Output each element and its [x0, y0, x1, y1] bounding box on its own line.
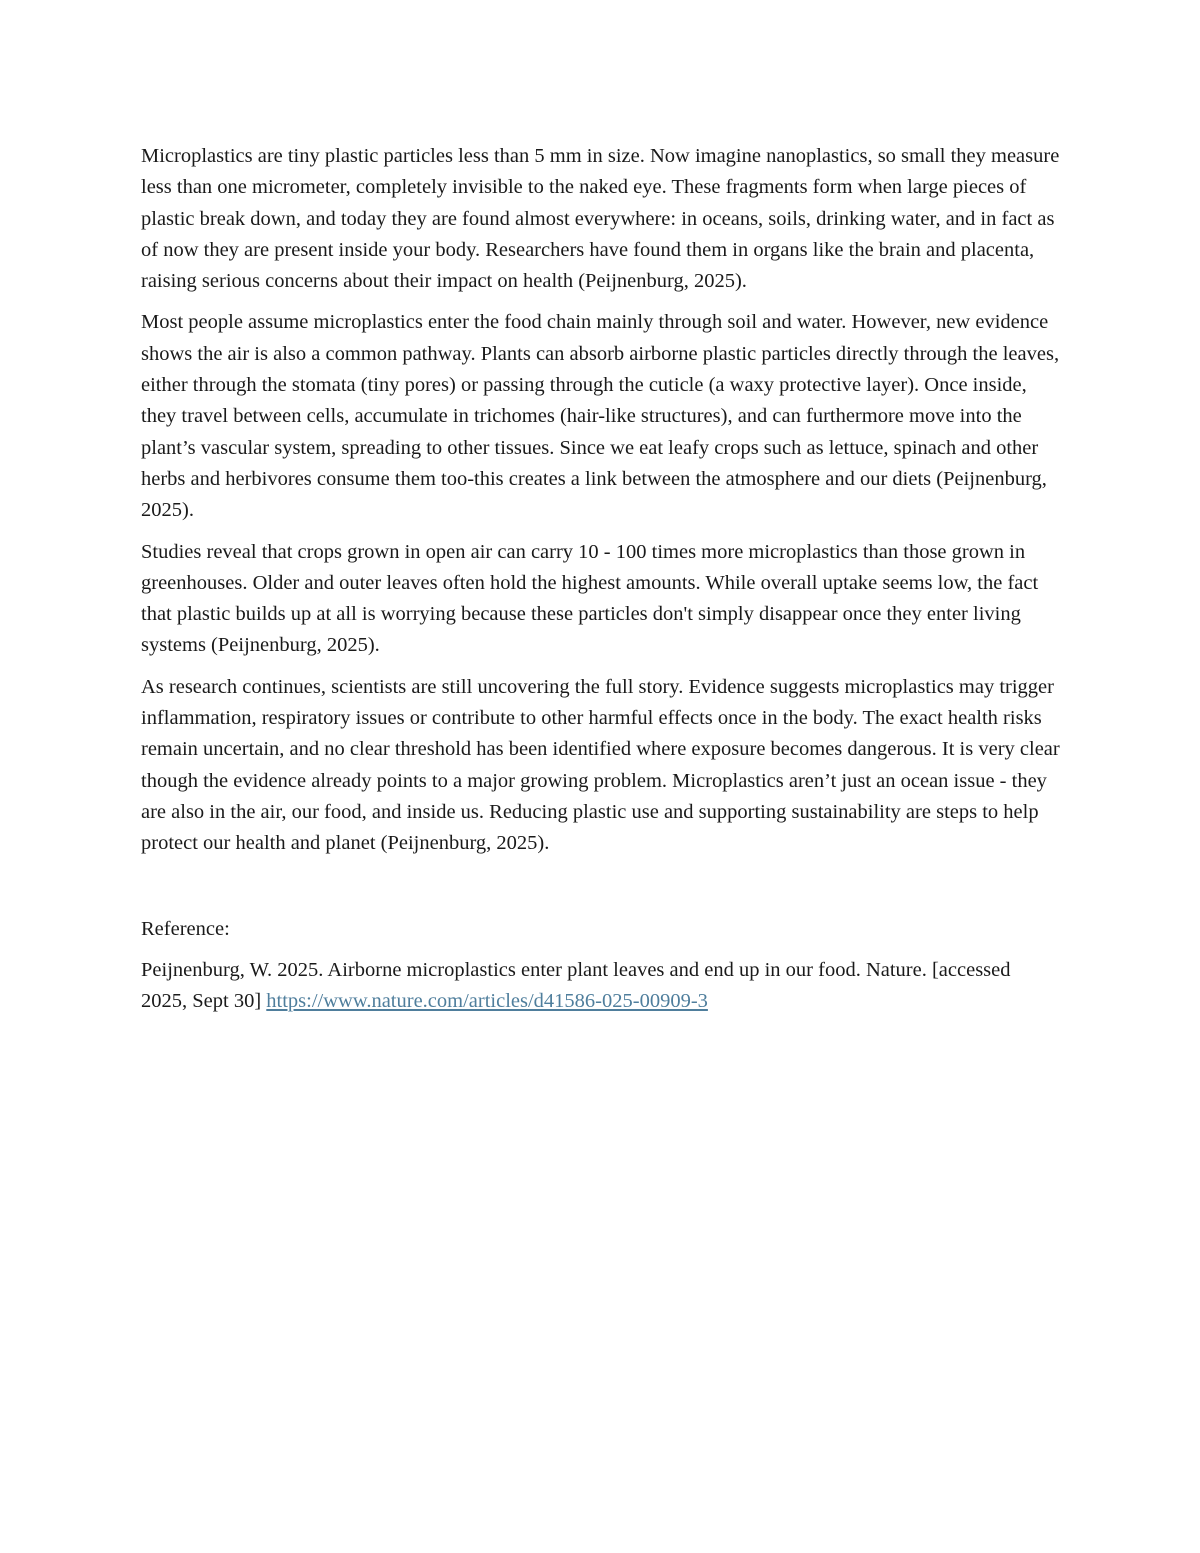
reference-entry: [141, 955, 1061, 1018]
reference-link[interactable]: https://www.nature.com/articles/d41586-025-00909-3: [266, 990, 708, 1013]
reference-label: Reference:: [141, 917, 230, 940]
section-spacer: [141, 870, 1061, 914]
paragraph-conclusion: As research continues, scientists are still uncovering the full story. Evidence suggests microplastics may trigger inflammation, respiratory issues or contribute to other harmful effects once in the body. The exact health risks remain uncertain, and no clear threshold has been identified where exposure becomes dangerous. It is very clear though the evidence already points to a major growing problem. Microplastics aren’t just an ocean issue - they are also in the air, our food, and inside us. Reducing plastic use and supporting sustainability are steps to help protect our health and planet (Peijnenburg, 2025).: [141, 675, 1060, 855]
paragraph-crop-studies: Studies reveal that crops grown in open air can carry 10 - 100 times more microplastics than those grown in greenhouses. Older and outer leaves often hold the highest amounts. While overall uptake seems low, the fact that plastic builds up at all is worrying because these particles don't simply disappear once they enter living systems (Peijnenburg, 2025).: [141, 540, 1039, 657]
document-body: [141, 141, 1061, 1027]
paragraph-intro: Microplastics are tiny plastic particles less than 5 mm in size. Now imagine nanoplastics, so small they measure less than one micrometer, completely invisible to the naked eye. These fragments form when large pieces of plastic break down, and today they are found almost everywhere: in oceans, soils, drinking water, and in fact as of now they are present inside your body. Researchers have found them in organs like the brain and placenta, raising serious concerns about their impact on health (Peijnenburg, 2025).: [141, 145, 1060, 293]
paragraph-airborne-pathway: Most people assume microplastics enter the food chain mainly through soil and water. However, new evidence shows the air is also a common pathway. Plants can absorb airborne plastic particles directly through the leaves, either through the stomata (tiny pores) or passing through the cuticle (a waxy protective layer). Once inside, they travel between cells, accumulate in trichomes (hair-like structures), and can furthermore move into the plant’s vascular system, spreading to other tissues. Since we eat leafy crops such as lettuce, spinach and other herbs and herbivores consume them too-this creates a link between the atmosphere and our diets (Peijnenburg, 2025).: [141, 311, 1060, 522]
reference-text: Peijnenburg, W. 2025. Airborne microplastics enter plant leaves and end up in our food. Nature. [accessed 2025, Sept 30]: [141, 958, 1011, 1013]
